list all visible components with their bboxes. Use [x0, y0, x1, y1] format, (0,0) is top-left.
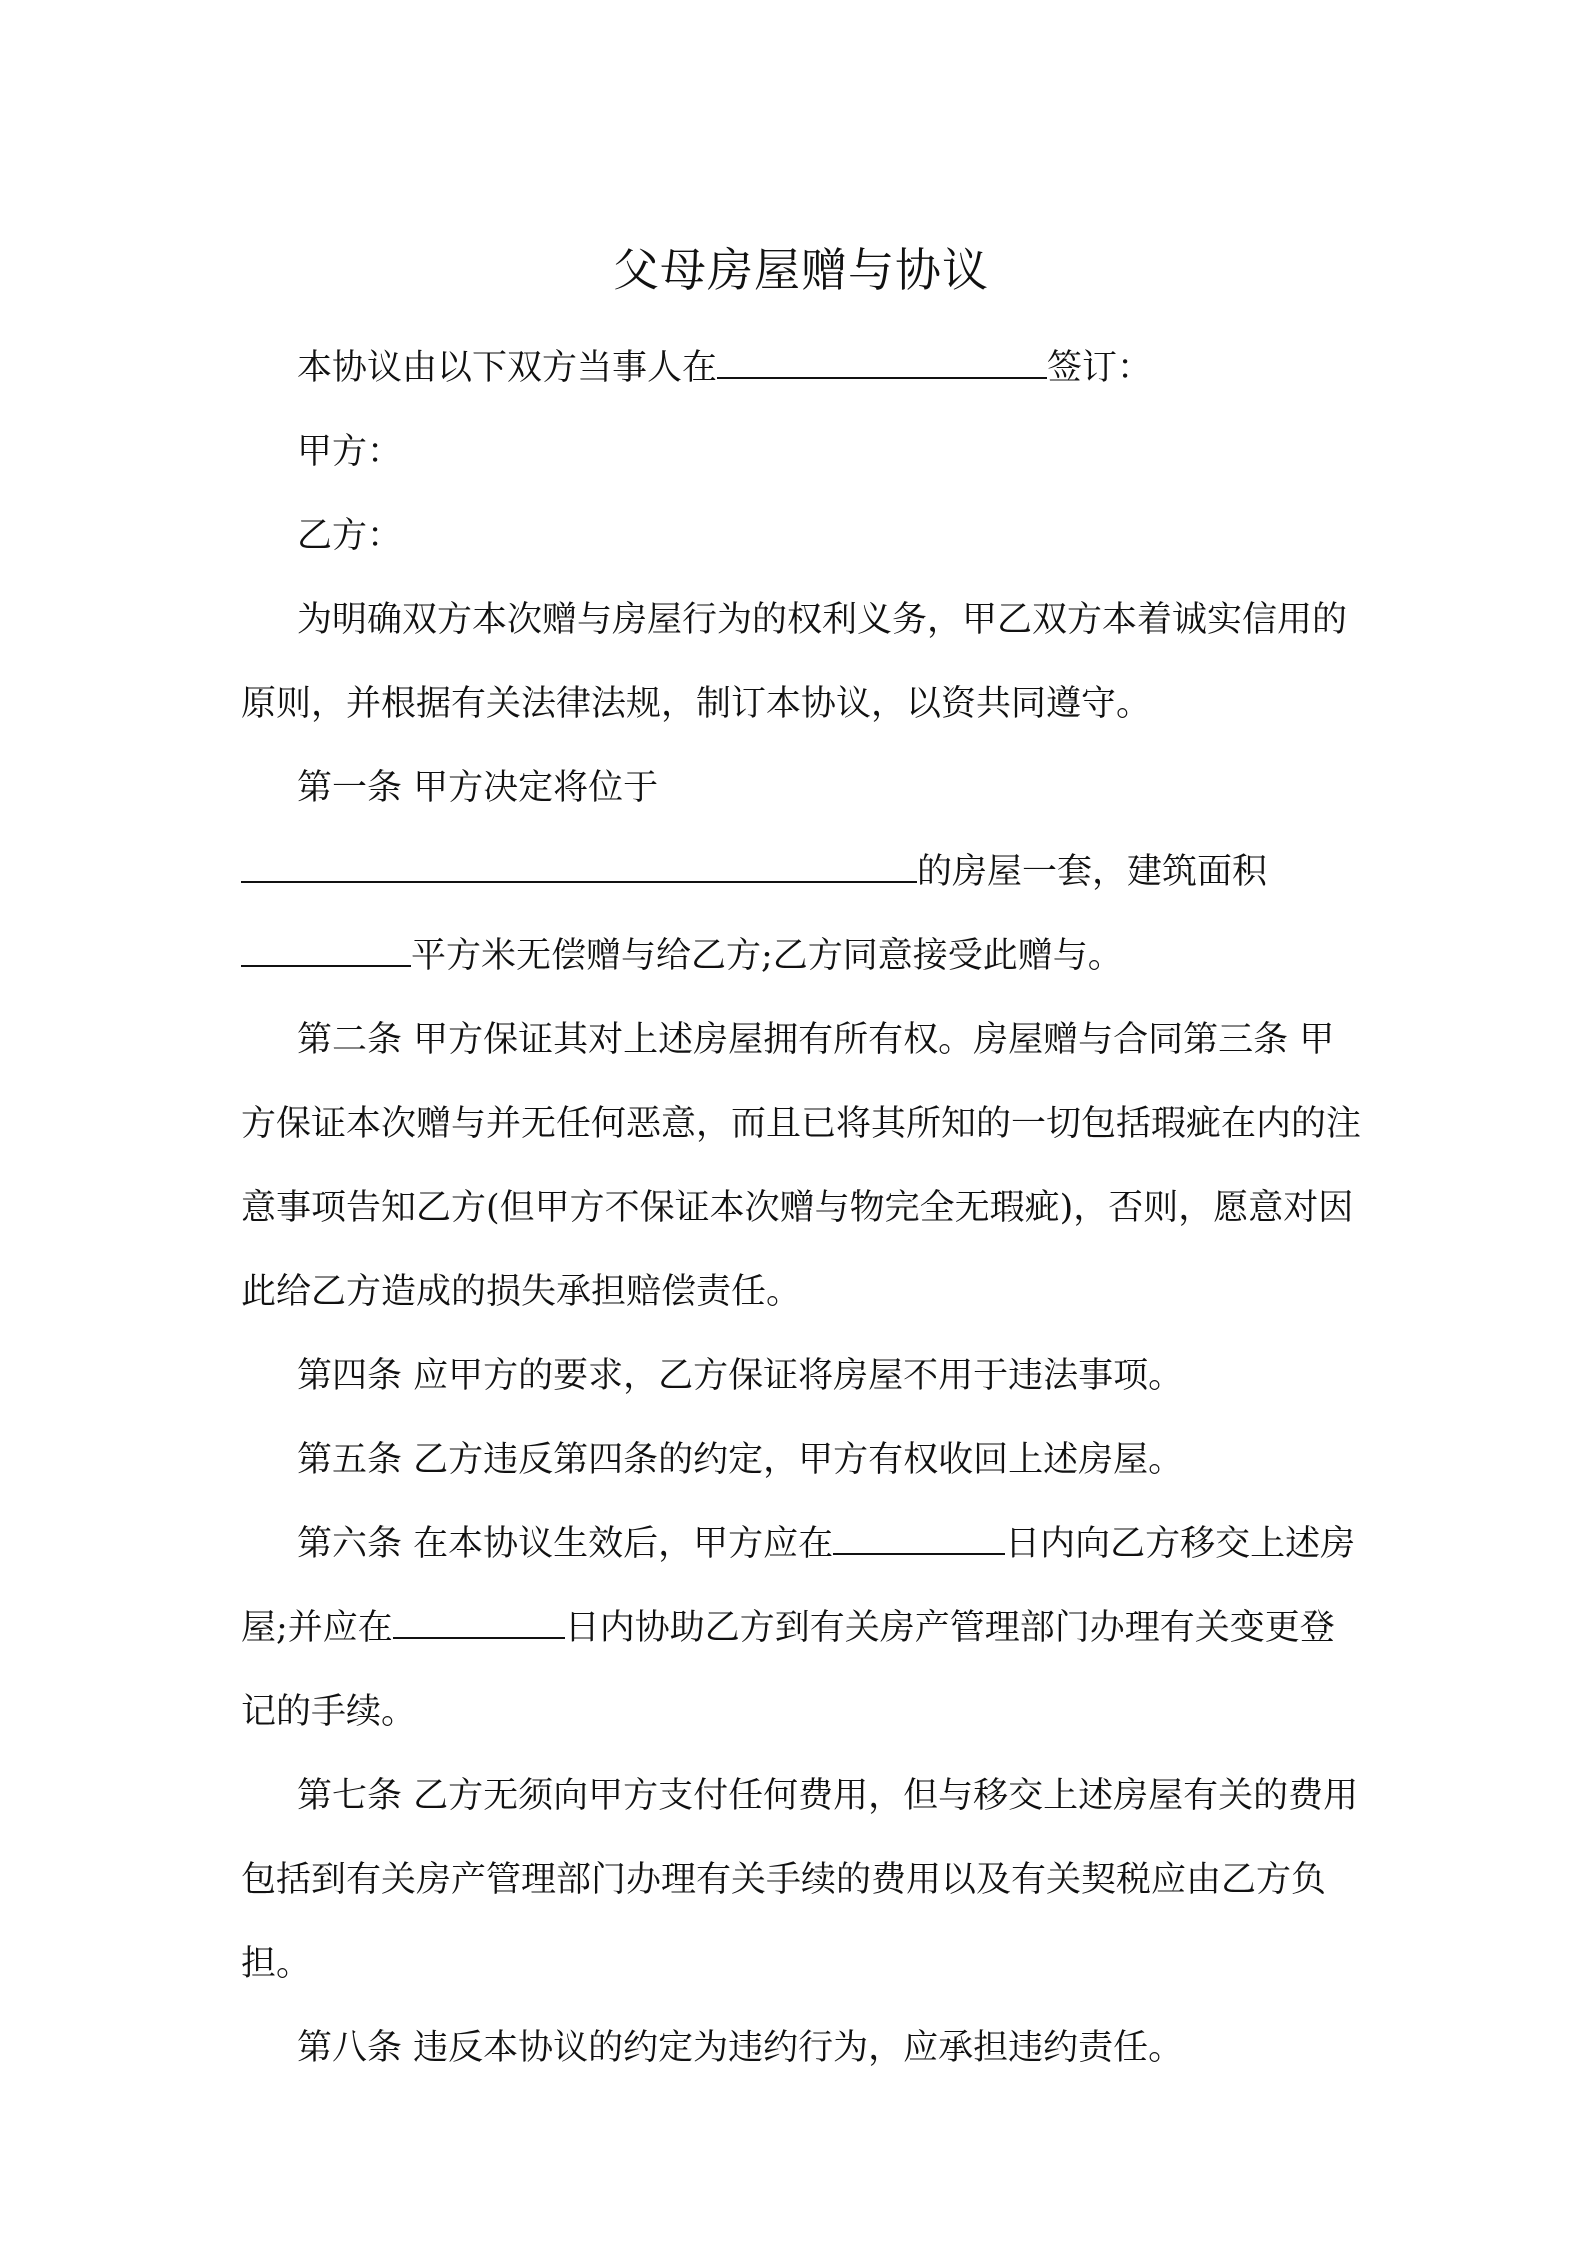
- article-1-address-line: [241, 830, 1361, 914]
- party-a-line: 甲方：: [297, 432, 403, 472]
- party-b-line: 乙方：: [297, 516, 403, 556]
- intro-text: 本协议由以下双方当事人在: [297, 348, 718, 388]
- signing-place-blank: [717, 347, 1047, 379]
- handover-days-blank: [833, 1523, 1005, 1555]
- article-1-after-address: 的房屋一套，建筑面积: [917, 852, 1268, 892]
- article-7-paragraph: 第七条 乙方无须向甲方支付任何费用，但与移交上述房屋有关的费用包括到有关房产管理部门办理有关手续的费用以及有关契税应由乙方负担。: [241, 1776, 1359, 1984]
- document-page: [241, 240, 1361, 2090]
- intro-paragraph: [241, 326, 1361, 410]
- document-title: 父母房屋赠与协议: [613, 243, 989, 297]
- area-blank: [241, 935, 411, 967]
- article-6-paragraph: [241, 1502, 1361, 1754]
- intro-suffix: 签订：: [1047, 348, 1153, 388]
- article-4-paragraph: 第四条 应甲方的要求，乙方保证将房屋不用于违法事项。: [297, 1356, 1184, 1396]
- article-1-after-area: 平方米无偿赠与给乙方;乙方同意接受此赠与。: [411, 936, 1123, 976]
- article-8-paragraph: 第八条 违反本协议的约定为违约行为，应承担违约责任。: [297, 2028, 1184, 2068]
- preamble-paragraph: 为明确双方本次赠与房屋行为的权利义务，甲乙双方本着诚实信用的原则，并根据有关法律法规，制订本协议，以资共同遵守。: [241, 600, 1348, 724]
- article-6-part-3: 日内协助乙方到有关房产管理部门办理有关变更登记的手续。: [241, 1608, 1335, 1732]
- article-6-part-2: 日内向乙方移交上述房屋;并应在: [241, 1524, 1356, 1648]
- registration-days-blank: [393, 1607, 565, 1639]
- address-blank: [241, 851, 917, 883]
- article-1-area-line: [241, 914, 1361, 998]
- article-5-paragraph: 第五条 乙方违反第四条的约定，甲方有权收回上述房屋。: [297, 1440, 1184, 1480]
- article-6-part-1: 第六条 在本协议生效后，甲方应在: [297, 1524, 834, 1564]
- article-1-heading: 第一条 甲方决定将位于: [297, 768, 659, 808]
- article-2-3-paragraph: 第二条 甲方保证其对上述房屋拥有所有权。房屋赠与合同第三条 甲方保证本次赠与并无任何恶意，而且已将其所知的一切包括瑕疵在内的注意事项告知乙方(但甲方不保证本次赠与物完全无瑕疵)，否则，愿意对因此给乙方造成的损失承担赔偿责任。: [241, 1020, 1362, 1312]
